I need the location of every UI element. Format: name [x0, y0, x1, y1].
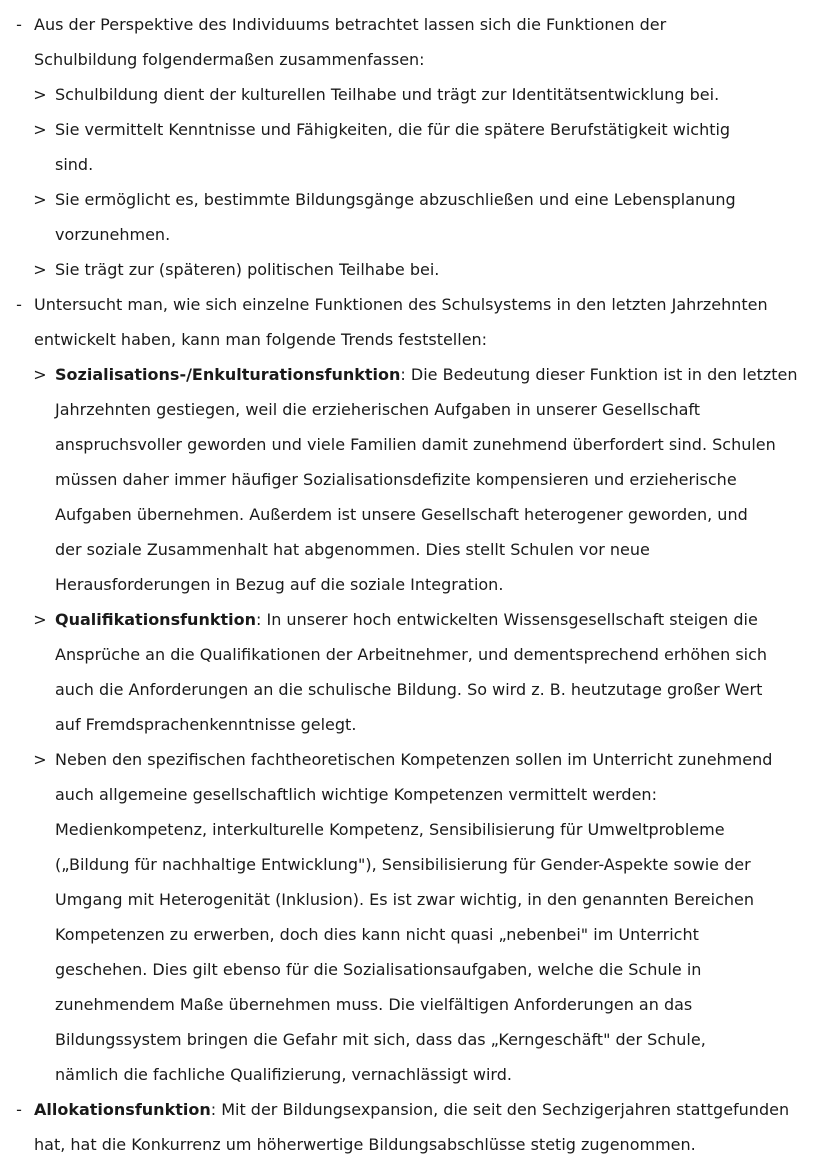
chevron-bullet: >: [33, 190, 47, 209]
paragraph-line: Schulbildung dient der kulturellen Teilhabe und trägt zur Identitätsentwicklung bei.: [55, 85, 720, 104]
paragraph-line: [55, 602, 810, 637]
paragraph-line: Medienkompetenz, interkulturelle Kompetenz, Sensibilisierung für Umweltprobleme: [55, 820, 725, 839]
sub-item-socialization-function: [12, 357, 810, 602]
paragraph-line: nämlich die fachliche Qualifizierung, vernachlässigt wird.: [55, 1065, 512, 1084]
paragraph-line: Jahrzehnten gestiegen, weil die erzieherischen Aufgaben in unserer Gesellschaft: [55, 400, 701, 419]
sub-item-life-planning: [12, 182, 810, 252]
bullet-trends: [12, 287, 810, 357]
sub-item-cultural-participation: [12, 77, 810, 112]
paragraph-line: Herausforderungen in Bezug auf die soziale Integration.: [55, 575, 504, 594]
paragraph-line: Schulbildung folgendermaßen zusammenfassen:: [34, 50, 425, 69]
chevron-bullet: >: [33, 365, 47, 384]
bullet-allocation-function: [12, 1092, 810, 1162]
paragraph-line: Ansprüche an die Qualifikationen der Arbeitnehmer, und dementsprechend erhöhen sich: [55, 645, 768, 664]
paragraph-line: auch die Anforderungen an die schulische Bildung. So wird z. B. heutzutage großer Wert: [55, 680, 763, 699]
dash-bullet: -: [16, 15, 22, 34]
paragraph-line: anspruchsvoller geworden und viele Familien damit zunehmend überfordert sind. Schulen: [55, 435, 776, 454]
sub-item-general-competencies: [12, 742, 810, 1092]
paragraph-line: („Bildung für nachhaltige Entwicklung"), Sensibilisierung für Gender-Aspekte sowie der: [55, 855, 751, 874]
sub-item-qualification-function: [12, 602, 810, 742]
term-socialization: Sozialisations-/Enkulturationsfunktion: [55, 365, 401, 384]
paragraph-line: Bildungssystem bringen die Gefahr mit sich, dass das „Kerngeschäft" der Schule,: [55, 1030, 706, 1049]
paragraph-line: Neben den spezifischen fachtheoretischen Kompetenzen sollen im Unterricht zunehmend: [55, 750, 773, 769]
paragraph-line: der soziale Zusammenhalt hat abgenommen. Dies stellt Schulen vor neue: [55, 540, 650, 559]
dash-bullet: -: [16, 1100, 22, 1119]
paragraph-line: auch allgemeine gesellschaftlich wichtige Kompetenzen vermittelt werden:: [55, 785, 657, 804]
line-rest: : Die Bedeutung dieser Funktion ist in den letzten: [400, 365, 798, 384]
paragraph-line: auf Fremdsprachenkenntnisse gelegt.: [55, 715, 357, 734]
sub-item-political-participation: [12, 252, 810, 287]
paragraph-line: müssen daher immer häufiger Sozialisationsdefizite kompensieren und erzieherische: [55, 470, 737, 489]
paragraph-line: [55, 357, 810, 392]
paragraph-line: Untersucht man, wie sich einzelne Funktionen des Schulsystems in den letzten Jahrzehnten: [34, 295, 768, 314]
chevron-bullet: >: [33, 120, 47, 139]
paragraph-line: hat, hat die Konkurrenz um höherwertige Bildungsabschlüsse stetig zugenommen.: [34, 1135, 696, 1154]
dash-bullet: -: [16, 295, 22, 314]
paragraph-line: Sie vermittelt Kenntnisse und Fähigkeiten, die für die spätere Berufstätigkeit wichtig: [55, 120, 731, 139]
paragraph-line: Sie ermöglicht es, bestimmte Bildungsgänge abzuschließen und eine Lebensplanung: [55, 190, 736, 209]
bullet-individual-perspective: [12, 7, 810, 77]
paragraph-line: vorzunehmen.: [55, 225, 171, 244]
paragraph-line: sind.: [55, 155, 94, 174]
sub-item-knowledge-skills: [12, 112, 810, 182]
paragraph-line: zunehmendem Maße übernehmen muss. Die vielfältigen Anforderungen an das: [55, 995, 693, 1014]
paragraph-line: geschehen. Dies gilt ebenso für die Sozialisationsaufgaben, welche die Schule in: [55, 960, 702, 979]
paragraph-line: entwickelt haben, kann man folgende Trends feststellen:: [34, 330, 488, 349]
line-rest: : In unserer hoch entwickelten Wissensgesellschaft steigen die: [256, 610, 758, 629]
paragraph-line: Aus der Perspektive des Individuums betrachtet lassen sich die Funktionen der: [34, 15, 667, 34]
chevron-bullet: >: [33, 85, 47, 104]
chevron-bullet: >: [33, 260, 47, 279]
paragraph-line: Kompetenzen zu erwerben, doch dies kann nicht quasi „nebenbei" im Unterricht: [55, 925, 699, 944]
term-allocation: Allokationsfunktion: [34, 1100, 211, 1119]
chevron-bullet: >: [33, 610, 47, 629]
paragraph-line: [34, 1092, 810, 1127]
paragraph-line: Aufgaben übernehmen. Außerdem ist unsere Gesellschaft heterogener geworden, und: [55, 505, 748, 524]
chevron-bullet: >: [33, 750, 47, 769]
term-qualification: Qualifikationsfunktion: [55, 610, 256, 629]
paragraph-line: Umgang mit Heterogenität (Inklusion). Es ist zwar wichtig, in den genannten Bereichen: [55, 890, 755, 909]
paragraph-line: Sie trägt zur (späteren) politischen Teilhabe bei.: [55, 260, 440, 279]
line-rest: : Mit der Bildungsexpansion, die seit den Sechzigerjahren stattgefunden: [210, 1100, 790, 1119]
